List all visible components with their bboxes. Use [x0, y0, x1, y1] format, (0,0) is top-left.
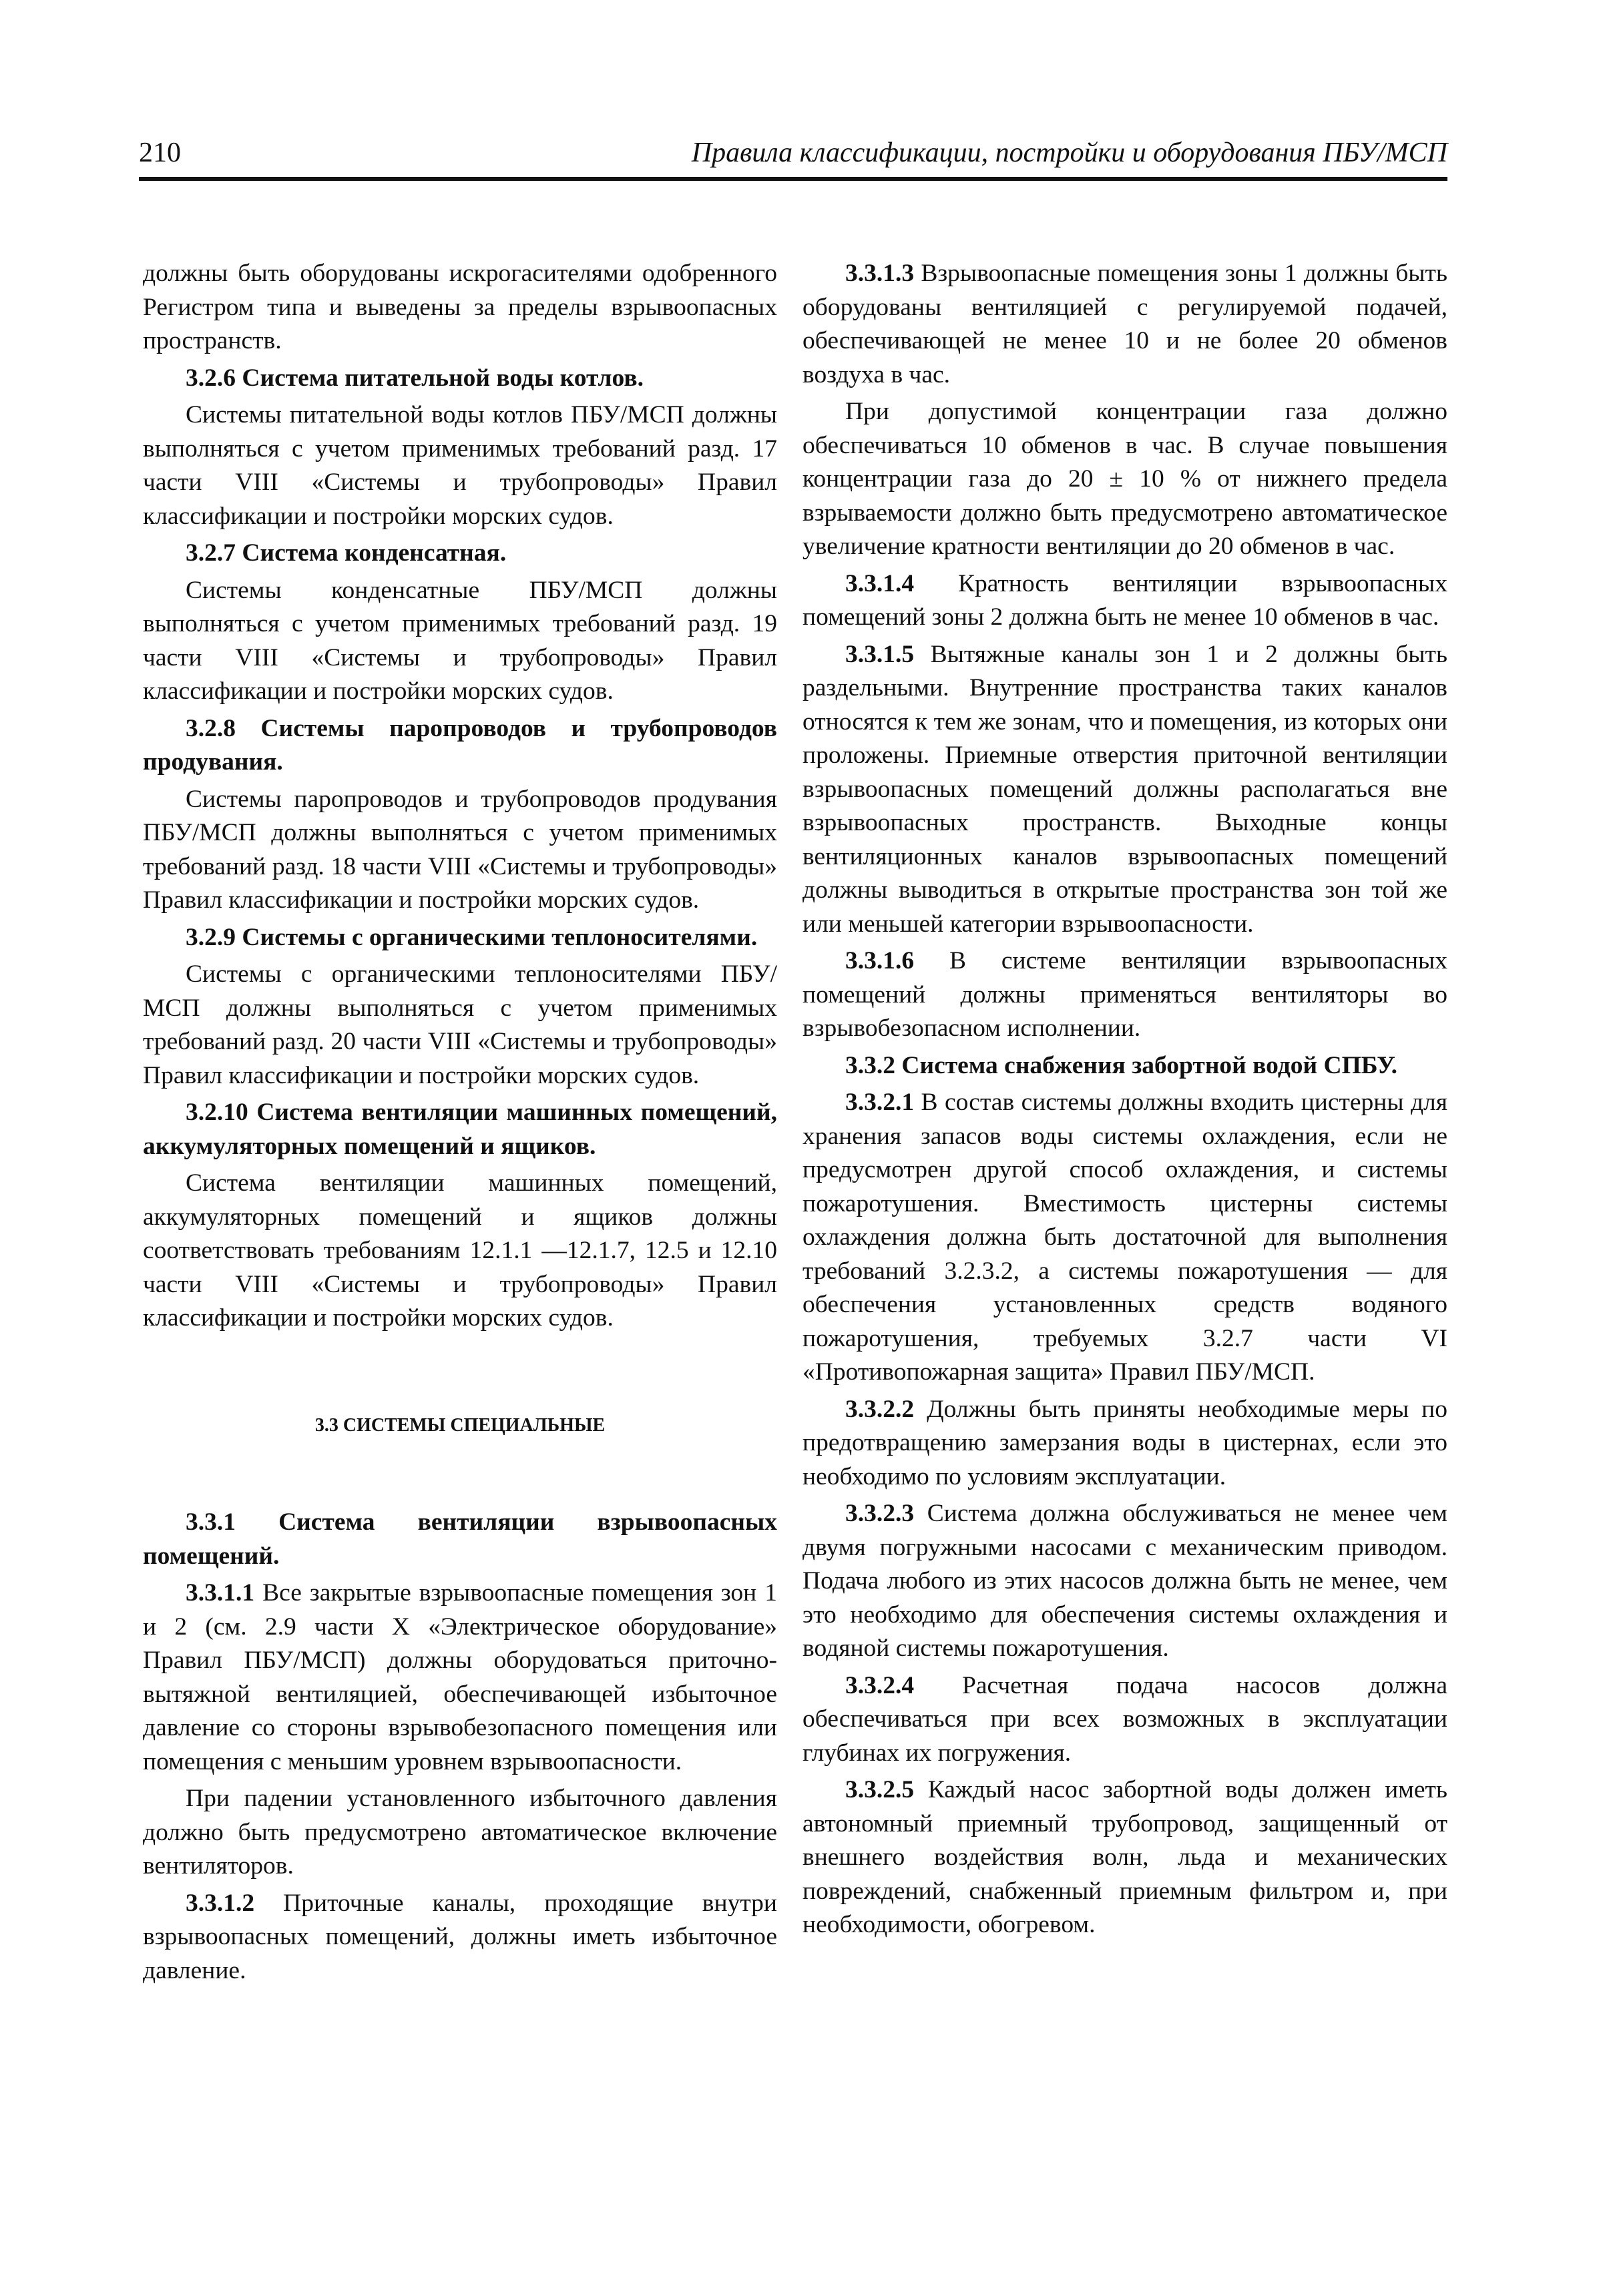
clause-number: 3.2.7 Система конденсатная. [186, 539, 507, 567]
paragraph-text: Кратность вентиляции взрывоопасных помещений зоны 2 должна быть не менее 10 обменов в час. [802, 569, 1447, 631]
paragraph-text: Все закрытые взрывоопасные помещения зон 1 и 2 (см. 2.9 части X «Электрическое оборудование» Правил ПБУ/МСП) должны оборудоваться приточно-вытяжной вентиляцией, обеспечивающей избыточное давление со стороны взрывобезопасного помещения или помещения с меньшим уровнем взрывоопасности. [143, 1579, 777, 1775]
paragraph-text: Приточные каналы, проходящие внутри взрывоопасных помещений, должны иметь избыточное давление. [143, 1889, 777, 1984]
clause-number: 3.3.2.2 [845, 1395, 915, 1423]
paragraph: Системы паропроводов и трубопроводов продувания ПБУ/МСП должны выполняться с учетом применимых требований разд. 18 части VIII «Системы и трубопроводы» Правил классификации и постройки морских судов. [143, 785, 777, 914]
paragraph [802, 1086, 1447, 1390]
clause-heading [802, 1049, 1447, 1083]
clause-number: 3.3.2.5 [845, 1776, 915, 1803]
right-column [802, 257, 1447, 1946]
paragraph-text: Взрывоопасные помещения зоны 1 должны быть оборудованы вентиляцией с регулируемой подачей, обеспечивающей не менее 10 и не более 20 обменов воздуха в час. [802, 260, 1447, 388]
clause-number: 3.3.1.6 [845, 947, 915, 974]
clause-number: 3.3.2.1 [845, 1089, 915, 1116]
paragraph-text: Каждый насос забортной воды должен иметь автономный приемный трубопровод, защищенный от внешнего воздействия волн, льда и механических повреждений, снабженный приемным фильтром и, при необходимости, обогревом. [802, 1776, 1447, 1938]
clause-heading [143, 1506, 777, 1573]
section-heading: 3.3 СИСТЕМЫ СПЕЦИАЛЬНЫЕ [314, 1414, 606, 1436]
paragraph: Системы питательной воды котлов ПБУ/МСП должны выполняться с учетом применимых требований разд. 17 части VIII «Системы и трубопроводы» Правил классификации и постройки морских судов. [143, 401, 777, 530]
paragraph [802, 567, 1447, 635]
clause-number: 3.3.2.4 [845, 1671, 915, 1699]
paragraph: Системы конденсатные ПБУ/МСП должны выполняться с учетом применимых требований разд. 19 части VIII «Системы и трубопроводы» Правил классификации и постройки морских судов. [143, 576, 777, 705]
clause-number: 3.2.10 Система вентиляции машинных помещений, аккумуляторных помещений и ящиков. [143, 1099, 777, 1160]
paragraph: должны быть оборудованы искрогасителями одобренного Регистром типа и выведены за пределы взрывоопасных пространств. [143, 260, 777, 354]
paragraph: Системы с органическими теплоносителями ПБУ/МСП должны выполняться с учетом применимых требований разд. 20 части VIII «Системы и трубопроводы» Правил классификации и постройки морских судов. [143, 960, 777, 1089]
paragraph [802, 1669, 1447, 1771]
clause-heading [143, 1096, 777, 1163]
paragraph [802, 638, 1447, 942]
paragraph [802, 257, 1447, 392]
clause-number: 3.3.1.1 [186, 1579, 255, 1607]
clause-number: 3.3.1.5 [845, 640, 915, 668]
paragraph [143, 1887, 777, 1988]
clause-number: 3.2.6 Система питательной воды котлов. [186, 364, 644, 392]
clause-number: 3.3.2 Система снабжения забортной водой СПБУ. [845, 1051, 1398, 1079]
paragraph [802, 944, 1447, 1046]
running-title: Правила классификации, постройки и оборудования ПБУ/МСП [691, 137, 1447, 168]
clause-number: 3.3.1.4 [845, 569, 915, 597]
paragraph: Система вентиляции машинных помещений, аккумуляторных помещений и ящиков должны соответствовать требованиям 12.1.1 —12.1.7, 12.5 и 12.10 части VIII «Системы и трубопроводы» Правил классификации и постройки морских судов. [143, 1169, 777, 1332]
paragraph-text: В состав системы должны входить цистерны для хранения запасов воды системы охлаждения, если не предусмотрен другой способ охлаждения, и системы пожаротушения. Вместимость цистерны системы охлаждения должна быть достаточной для выполнения требований 3.2.3.2, а системы пожаротушения — для обеспечения установленных средств водяного пожаротушения, требуемых 3.2.7 части VI «Противопожарная защита» Правил ПБУ/МСП. [802, 1089, 1447, 1386]
clause-heading [143, 537, 777, 571]
clause-number: 3.2.8 Системы паропроводов и трубопроводов продувания. [143, 714, 777, 776]
paragraph [143, 1576, 777, 1779]
clause-number: 3.2.9 Системы с органическими теплоносителями. [186, 923, 758, 951]
clause-heading [143, 362, 777, 396]
paragraph [802, 1393, 1447, 1494]
paragraph-text: В системе вентиляции взрывоопасных помещений должны применяться вентиляторы во взрывобезопасном исполнении. [802, 947, 1447, 1042]
clause-heading [143, 921, 777, 955]
paragraph-text: Вытяжные каналы зон 1 и 2 должны быть раздельными. Внутренние пространства таких каналов относятся к тем же зонам, что и помещения, из которых они проложены. Приемные отверстия приточной вентиляции взрывоопасных помещений должны располагаться вне взрывоопасных пространств. Выходные концы вентиляционных каналов взрывоопасных помещений должны выводиться в открытые пространства зон той же или меньшей категории взрывоопасности. [802, 640, 1447, 938]
clause-number: 3.3.1 Система вентиляции взрывоопасных помещений. [143, 1508, 777, 1570]
clause-number: 3.3.1.2 [186, 1889, 255, 1917]
paragraph: При падении установленного избыточного давления должно быть предусмотрено автоматическое включение вентиляторов. [143, 1785, 777, 1880]
page-header [139, 137, 1447, 181]
paragraph [802, 1497, 1447, 1666]
paragraph-text: Система должна обслуживаться не менее чем двумя погружными насосами с механическим приводом. Подача любого из этих насосов должна быть не менее, чем это необходимо для обеспечения системы охлаждения и водяной системы пожаротушения. [802, 1500, 1447, 1662]
left-column [143, 257, 777, 1991]
paragraph-text: Расчетная подача насосов должна обеспечиваться при всех возможных в эксплуатации глубинах их погружения. [802, 1671, 1447, 1767]
paragraph-text: Должны быть приняты необходимые меры по предотвращению замерзания воды в цистернах, если это необходимо по условиям эксплуатации. [802, 1395, 1447, 1490]
page-number: 210 [139, 137, 181, 168]
paragraph: При допустимой концентрации газа должно обеспечиваться 10 обменов в час. В случае повышения концентрации газа до 20 ± 10 % от нижнего предела взрываемости должно быть предусмотрено автоматическое увеличение кратности вентиляции до 20 обменов в час. [802, 398, 1447, 560]
clause-number: 3.3.2.3 [845, 1500, 915, 1527]
clause-number: 3.3.1.3 [845, 260, 915, 287]
clause-heading [143, 712, 777, 780]
paragraph [802, 1773, 1447, 1942]
